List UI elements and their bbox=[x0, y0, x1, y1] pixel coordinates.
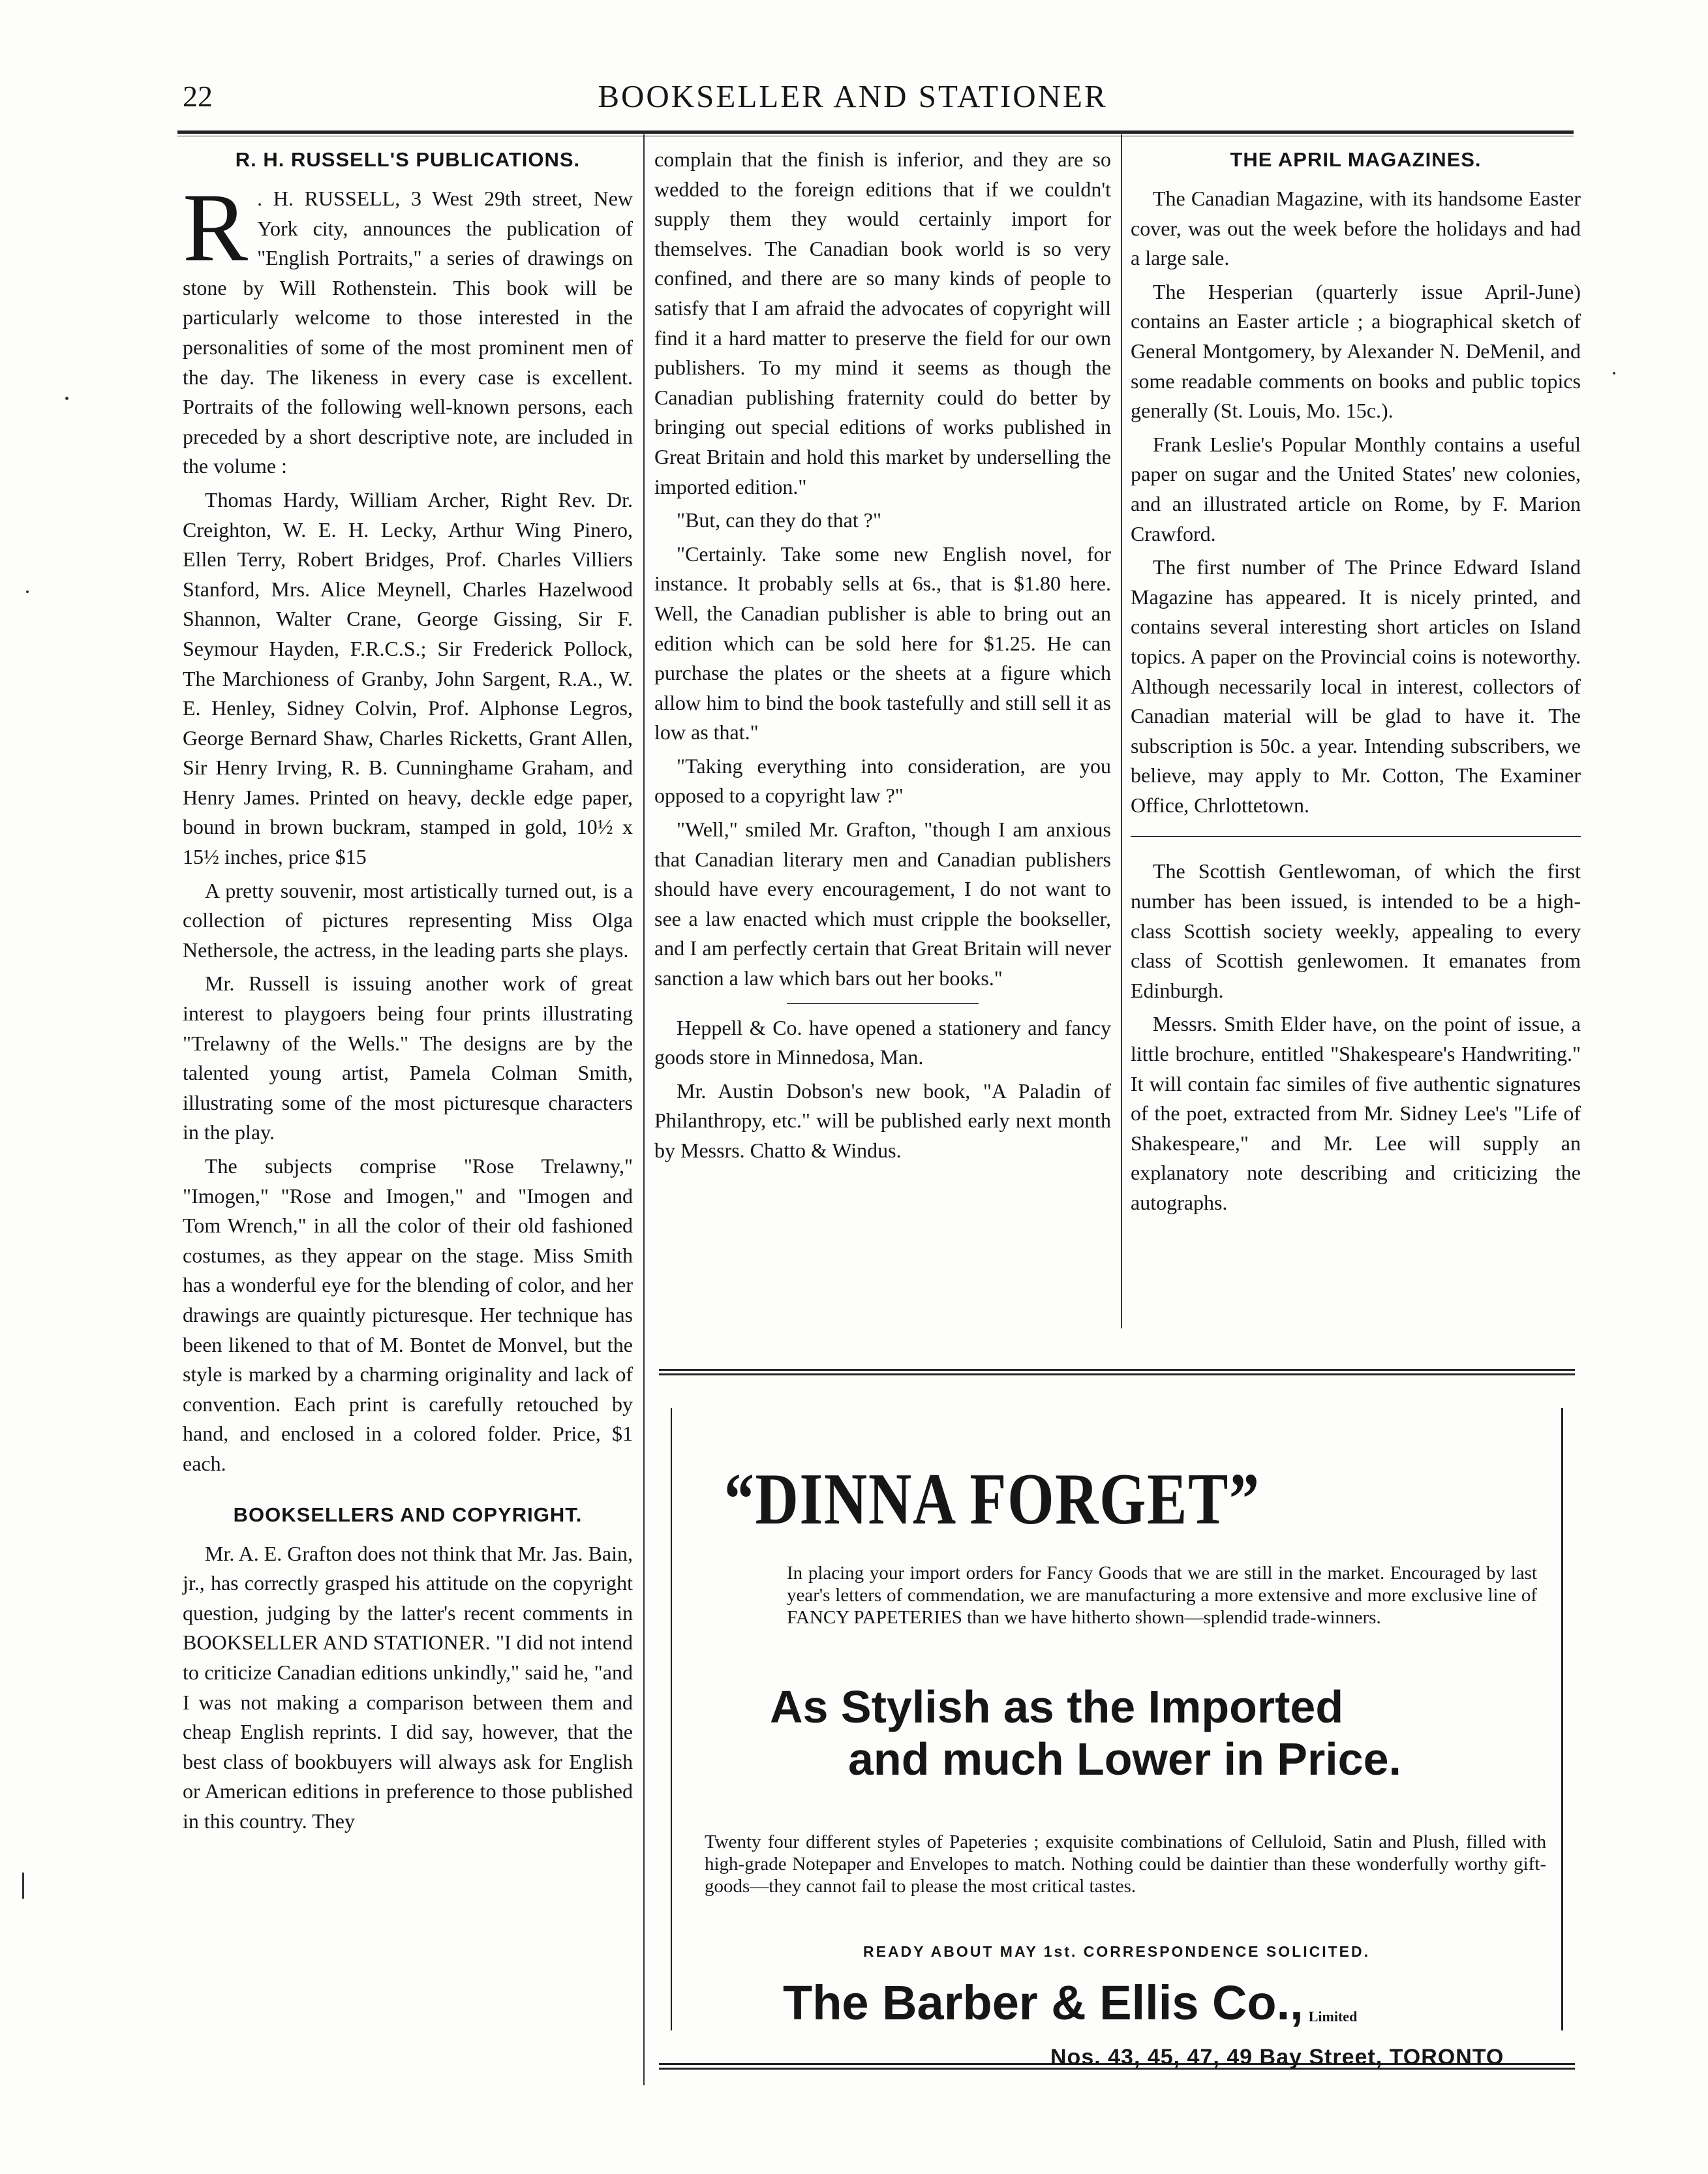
article-paragraph: "Certainly. Take some new English novel, for instance. It probably sells at 6s., that is $1.80 here. Well, the Canadian publisher is able to bring out an edition which can be sold here for $1.25. He can purchase the plates or the sheets at a figure which allow him to bind the book tastefully and still sell it as low as that." bbox=[654, 542, 1111, 744]
scan-speck bbox=[1613, 372, 1615, 375]
column-1 bbox=[183, 145, 633, 1840]
ad-limited: Limited bbox=[1308, 2008, 1358, 2025]
scan-speck bbox=[22, 1873, 24, 1899]
article-paragraph: The Hesperian (quarterly issue April-June) contains an Easter article ; a biographical sketch of General Montgomery, by Alexander N. DeMenil, and some readable comments on books and public topics generally (St. Louis, Mo. 15c.). bbox=[1131, 279, 1581, 423]
column-divider bbox=[1131, 836, 1581, 837]
ad-intro: In placing your import orders for Fancy Goods that we are still in the market. Encouraged by last year's letters of commendation, we are manufacturing a more extensive and more exclusive line of FANCY PAPETERIES than we have hitherto shown—splendid trade-winners. bbox=[787, 1563, 1537, 1628]
drop-cap: R bbox=[183, 174, 249, 282]
section-heading-magazines: THE APRIL MAGAZINES. bbox=[1230, 148, 1482, 171]
ad-notice: READY ABOUT MAY 1st. CORRESPONDENCE SOLICITED. bbox=[863, 1943, 1370, 1960]
article-paragraph: Mr. A. E. Grafton does not think that Mr. Jas. Bain, jr., has correctly grasped his attitude on the copyright question, judging by the latter's recent comments in BOOKSELLER AND STATIONER. "I did not intend to criticize Canadian editions unkindly," said he, "and I was not making a comparison between them and cheap English reprints. I did say, however, that the best class of bookbuyers will always ask for English or American editions in preference to those published in this country. They bbox=[183, 1541, 633, 1833]
ad-slogan-line-2: and much Lower in Price. bbox=[848, 1734, 1401, 1784]
article-paragraph: Mr. Austin Dobson's new book, "A Paladin of Philanthropy, etc." will be published early next month by Messrs. Chatto & Windus. bbox=[654, 1079, 1111, 1162]
ad-inner-frame bbox=[671, 1408, 1563, 2070]
ad-company-line bbox=[783, 1977, 1357, 2029]
page-number: 22 bbox=[183, 80, 213, 113]
header-rule bbox=[177, 130, 1574, 136]
article-paragraph: R . H. RUSSELL, 3 West 29th street, New York city, announces the publication of "English Portraits," a series of drawings on stone by Will Rothenstein. This book will be particularly welcome to those interested in the personalities of some of the most prominent men of the day. The likeness in every case is excellent. Portraits of the following well-known persons, each preceded by a short descriptive note, are included in the volume : bbox=[183, 174, 633, 478]
article-paragraph: The first number of The Prince Edward Island Magazine has appeared. It is nicely printed, and contains several interesting short articles on Island topics. A paper on the Provincial coins is noteworthy. Although necessarily local in interest, collectors of Canadian material will be glad to have it. The subscription is 50c. a year. Intending subscribers, we believe, may apply to Mr. Cotton, The Examiner Office, Chrlottetown. bbox=[1131, 555, 1581, 817]
short-divider bbox=[787, 1003, 979, 1004]
article-paragraph: complain that the finish is inferior, and they are so wedded to the foreign editions that if we couldn't supply them they would certainly import for themselves. The Canadian book world is so very confined, and there are so many kinds of people to satisfy that I am afraid the advocates of copyright will find it a hard matter to preserve the field for our own publishers. To my mind it seems as though the Canadian publishing fraternity could do better by bringing out special editions of works published in Great Britain and hold this market by underselling the imported edition." bbox=[654, 147, 1111, 498]
article-paragraph: The Scottish Gentlewoman, of which the first number has been issued, is intended to be a high-class Scottish society weekly, appealing to every class of Scottish genlewomen. It emanates from Edinburgh. bbox=[1131, 859, 1581, 1002]
column-rule-1 bbox=[643, 134, 645, 2085]
section-heading-copyright: BOOKSELLERS AND COPYRIGHT. bbox=[233, 1503, 583, 1526]
ad-slogan-line-1: As Stylish as the Imported bbox=[770, 1681, 1344, 1732]
article-paragraph: Heppell & Co. have opened a stationery and fancy goods store in Minnedosa, Man. bbox=[654, 1015, 1111, 1069]
page-header bbox=[177, 77, 1528, 123]
ad-details: Twenty four different styles of Papeteries ; exquisite combinations of Celluloid, Satin and Plush, filled with high-grade Notepaper and Envelopes to match. Nothing could be daintier than these wonderfully worthy gift-goods—they cannot fail to please the most critical tastes. bbox=[705, 1831, 1546, 1897]
ad-address: Nos. 43, 45, 47, 49 Bay Street, TORONTO bbox=[1050, 2045, 1504, 2070]
column-rule-2 bbox=[1121, 134, 1122, 1328]
article-paragraph: "But, can they do that ?" bbox=[677, 508, 882, 532]
article-paragraph: Messrs. Smith Elder have, on the point of issue, a little brochure, entitled "Shakespeare's Handwriting." It will contain fac similes of five authentic signatures of the poet, extracted from Mr. Sidney Lee's "Life of Shakespeare," and Mr. Lee will supply an explanatory note describing and criticizing the autographs. bbox=[1131, 1012, 1581, 1214]
scan-speck bbox=[26, 590, 29, 593]
ad-company-name: The Barber & Ellis Co., bbox=[783, 1976, 1304, 2030]
article-paragraph: "Taking everything into consideration, are you opposed to a copyright law ?" bbox=[654, 754, 1111, 808]
column-2 bbox=[654, 145, 1111, 1170]
article-paragraph: Mr. Russell is issuing another work of great interest to playgoers being four prints illustrating "Trelawny of the Wells." The designs are by the talented young artist, Pamela Colman Smith, illustrating some of the most picturesque characters in the play. bbox=[183, 972, 633, 1144]
article-paragraph: Thomas Hardy, William Archer, Right Rev. Dr. Creighton, W. E. H. Lecky, Arthur Wing Pinero, Ellen Terry, Robert Bridges, Prof. Charles Villiers Stanford, Mrs. Alice Meynell, Charles Hazelwood Shannon, Walter Crane, George Gissing, Sir F. Seymour Hayden, F.R.C.S.; Sir Frederick Pollock, The Marchioness of Granby, John Sargent, R.A., W. E. Henley, Sidney Colvin, Prof. Alphonse Legros, George Bernard Shaw, Charles Ricketts, Grant Allen, Sir Henry Irving, R. B. Cunninghame Graham, and Henry James. Printed on heavy, deckle edge paper, bound in brown buckram, stamped in gold, 10½ x 15½ inches, price $15 bbox=[183, 487, 633, 869]
section-heading-russell: R. H. RUSSELL'S PUBLICATIONS. bbox=[235, 148, 581, 171]
scan-speck bbox=[65, 397, 69, 400]
advertisement bbox=[659, 1369, 1575, 2070]
article-paragraph: A pretty souvenir, most artistically turned out, is a collection of pictures representing Miss Olga Nethersole, the actress, in the leading parts she plays. bbox=[183, 878, 633, 962]
column-3 bbox=[1131, 145, 1581, 1222]
running-title: BOOKSELLER AND STATIONER bbox=[598, 78, 1108, 114]
ad-title: “DINNA FORGET” bbox=[724, 1459, 1260, 1540]
article-paragraph: "Well," smiled Mr. Grafton, "though I am anxious that Canadian literary men and Canadian publishers should have every encouragement, I do not want to see a law enacted which must cripple the bookseller, and I am perfectly certain that Great Britain will never sanction a law which bars out her books." bbox=[654, 818, 1111, 990]
article-paragraph: The Canadian Magazine, with its handsome Easter cover, was out the week before the holidays and had a large sale. bbox=[1131, 187, 1581, 270]
article-paragraph: Frank Leslie's Popular Monthly contains a useful paper on sugar and the United States' new colonies, and an illustrated article on Rome, by F. Marion Crawford. bbox=[1131, 432, 1581, 545]
article-paragraph: The subjects comprise "Rose Trelawny," "Imogen," "Rose and Imogen," and "Imogen and Tom Wrench," in all the color of their old fashioned costumes, as they appear on the stage. Miss Smith has a wonderful eye for the blending of color, and her drawings are quaintly picturesque. Her technique has been likened to that of M. Bontet de Monvel, but the style is marked by a charming originality and lack of convention. Each print is carefully retouched by hand, and enclosed in a colored folder. Price, $1 each. bbox=[183, 1154, 633, 1475]
